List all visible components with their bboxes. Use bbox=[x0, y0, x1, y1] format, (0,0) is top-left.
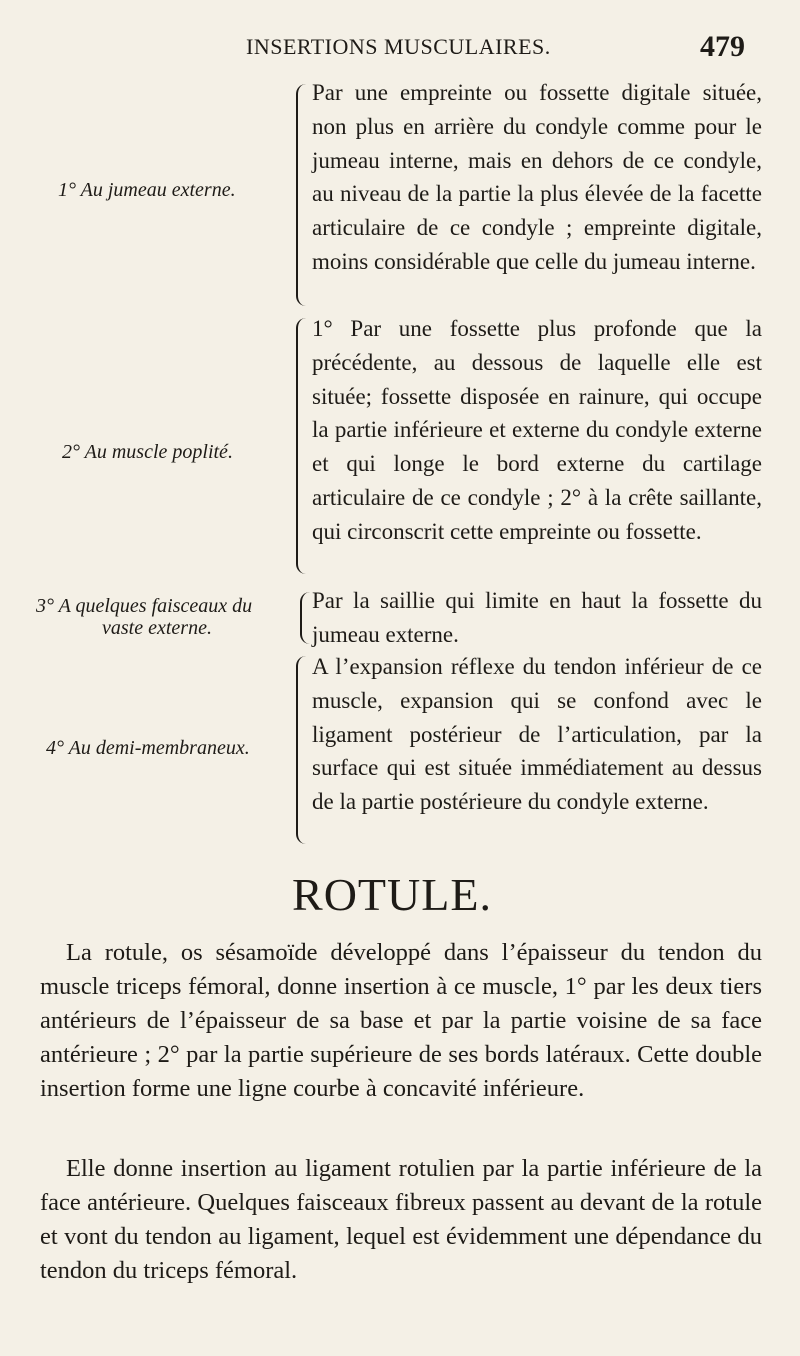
insertion-label-continued: vaste externe. bbox=[102, 617, 212, 639]
brace bbox=[296, 656, 308, 844]
insertion-description: Par la saillie qui limite en haut la fossette du jumeau externe. bbox=[312, 588, 762, 647]
insertion-label: 1° Au jumeau externe. bbox=[58, 179, 236, 201]
brace bbox=[296, 318, 308, 574]
page-number: 479 bbox=[700, 30, 745, 63]
brace bbox=[300, 592, 312, 644]
brace bbox=[296, 84, 308, 306]
insertion-description: A l’expansion réflexe du tendon inférieur de ce muscle, expansion qui se confond avec le ligament postérieur de l’articulation, par la surface qui est située immédiatement au dessus de la partie postérieure du condyle externe. bbox=[312, 654, 762, 815]
body-paragraph bbox=[40, 936, 762, 1106]
insertion-label: 2° Au muscle poplité. bbox=[62, 441, 233, 463]
paragraph-text: Elle donne insertion au ligament rotulien par la partie inférieure de la face antérieure. Quelques faisceaux fibreux passent au devant de la rotule et vont du tendon au ligament, lequel est évidemment une dépendance du tendon du triceps fémoral. bbox=[40, 1155, 762, 1284]
paragraph-text: La rotule, os sésamoïde développé dans l’épaisseur du tendon du muscle triceps fémoral, donne insertion à ce muscle, 1° par les deux tiers antérieurs de l’épaisseur de sa base et par la partie voisine de sa face antérieure ; 2° par la partie supérieure de ses bords latéraux. Cette double insertion forme une ligne courbe à concavité inférieure. bbox=[40, 939, 762, 1102]
page-header bbox=[0, 30, 800, 70]
insertion-label: 4° Au demi-membraneux. bbox=[46, 737, 250, 759]
insertion-description: Par une empreinte ou fossette digitale située, non plus en arrière du condyle comme pour le jumeau interne, mais en dehors de ce condyle, au niveau de la partie la plus élevée de la facette articulaire de ce condyle ; empreinte digitale, moins considérable que celle du jumeau interne. bbox=[312, 80, 762, 274]
insertion-label: 3° A quelques faisceaux du bbox=[36, 595, 253, 617]
running-title: INSERTIONS MUSCULAIRES. bbox=[246, 34, 551, 59]
body-paragraph bbox=[40, 1152, 762, 1288]
section-title: ROTULE. bbox=[292, 869, 492, 920]
insertion-description: 1° Par une fossette plus profonde que la précédente, au dessous de laquelle elle est située; fossette disposée en rainure, qui occupe la partie inférieure et externe du condyle externe et qui longe le bord externe du cartilage articulaire de ce condyle ; 2° à la crête saillante, qui circonscrit cette empreinte ou fossette. bbox=[312, 316, 762, 544]
